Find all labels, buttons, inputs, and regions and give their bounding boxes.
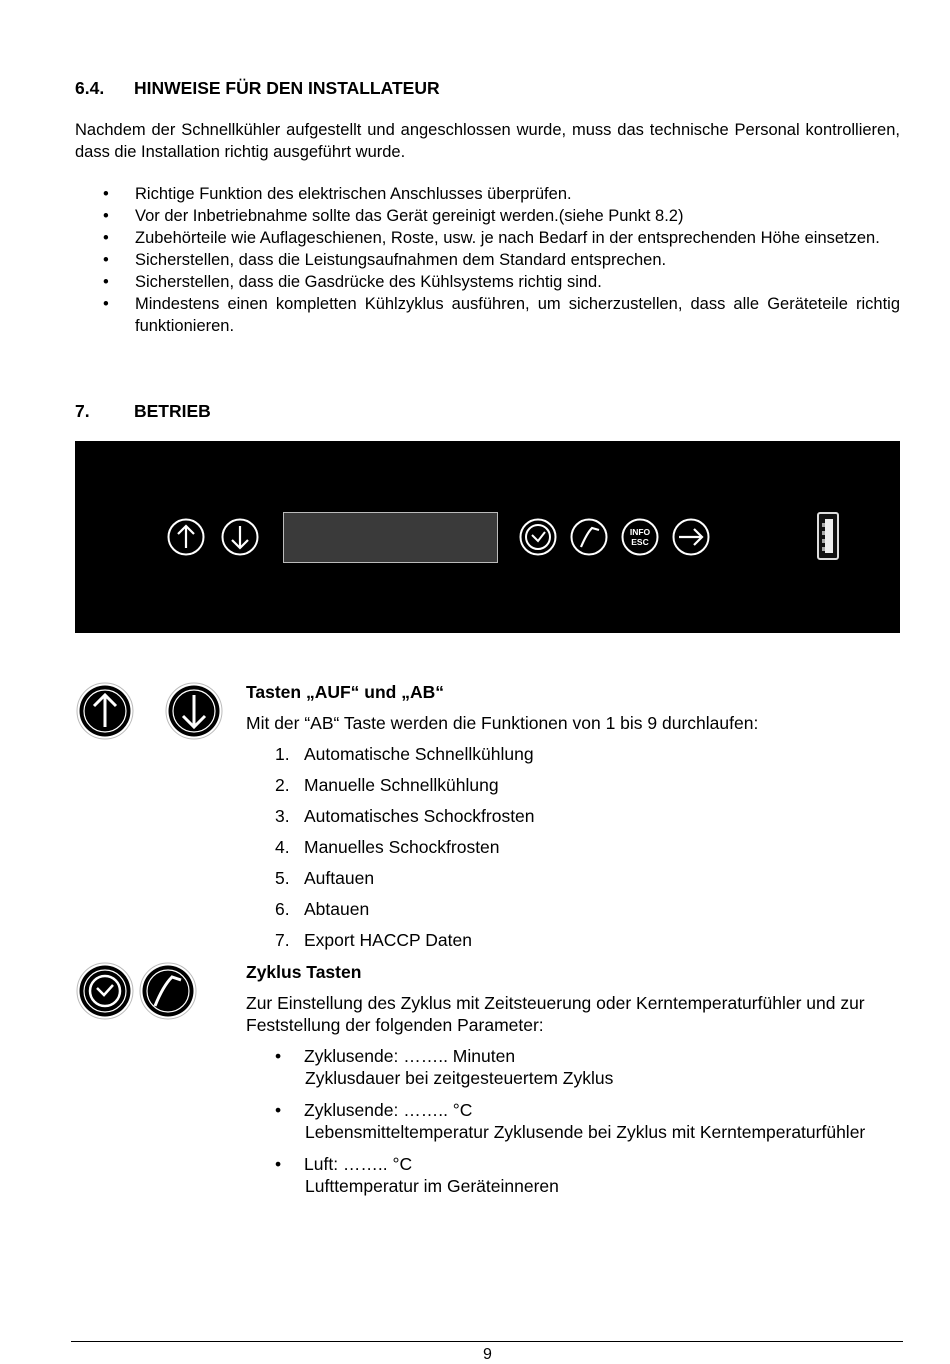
page-number: 9: [483, 1346, 492, 1363]
cycle-keys-description: Zur Einstellung des Zyklus mit Zeitsteuerung oder Kerntemperaturfühler und zur Feststellung der folgenden Parameter:: [246, 993, 865, 1035]
list-item: 2. Manuelle Schnellkühlung: [275, 775, 499, 795]
display-screen: [283, 512, 498, 563]
arrow-down-icon: [221, 518, 259, 556]
section-7-heading: [75, 401, 475, 423]
parameter-label: Luft: …….. °C: [304, 1154, 413, 1174]
section-6-4-heading: [75, 78, 775, 100]
list-item: 4. Manuelles Schockfrosten: [275, 837, 500, 857]
arrow-up-icon: [76, 682, 134, 740]
list-item: 3. Automatisches Schockfrosten: [275, 806, 535, 826]
list-item: 1. Automatische Schnellkühlung: [275, 744, 534, 764]
clock-icon: [519, 518, 557, 556]
arrow-up-icon: [167, 518, 205, 556]
parameter-description: Zyklusdauer bei zeitgesteuertem Zyklus: [305, 1068, 614, 1088]
list-item: [275, 1153, 915, 1197]
function-list: [275, 739, 675, 956]
up-down-keys-description: Mit der “AB“ Taste werden die Funktionen von 1 bis 9 durchlaufen:: [246, 713, 759, 733]
clock-icon: [76, 962, 134, 1020]
parameter-label: Zyklusende: …….. Minuten: [304, 1046, 516, 1066]
info-label: INFO: [629, 527, 651, 537]
cycle-keys-title: Zyklus Tasten: [246, 962, 362, 982]
parameter-description: Lebensmitteltemperatur Zyklusende bei Zyklus mit Kerntemperaturfühler: [305, 1122, 866, 1142]
control-panel-image: [75, 441, 900, 633]
list-item: [275, 1099, 915, 1143]
list-item: 6. Abtauen: [275, 899, 370, 919]
section-6-4-intro: Nachdem der Schnellkühler aufgestellt und angeschlossen wurde, muss das technische Personal kontrollieren, dass die Installation richtig ausgeführt wurde.: [75, 121, 900, 161]
arrow-right-icon: [672, 518, 710, 556]
list-item: • Vor der Inbetriebnahme sollte das Gerät gereinigt werden.(siehe Punkt 8.2): [75, 205, 900, 227]
arrow-down-icon: [165, 682, 223, 740]
list-item: • Sicherstellen, dass die Leistungsaufnahmen dem Standard entsprechen.: [75, 249, 900, 271]
list-item: • Mindestens einen kompletten Kühlzyklus ausführen, um sicherzustellen, dass alle Geräteteile richtig funktionieren.: [75, 293, 900, 337]
parameter-label: Zyklusende: …….. °C: [304, 1100, 473, 1120]
list-item: [275, 1045, 915, 1089]
section-number: 7.: [75, 401, 90, 421]
section-title: BETRIEB: [134, 401, 211, 421]
section-number: 6.4.: [75, 78, 105, 98]
esc-label: ESC: [631, 537, 649, 547]
usb-port-icon: [816, 511, 840, 561]
list-item: • Zubehörteile wie Auflageschienen, Roste, usw. je nach Bedarf in der entsprechenden Höhe einsetzen.: [75, 227, 900, 249]
list-item: 7. Export HACCP Daten: [275, 930, 472, 950]
info-esc-icon: [621, 518, 659, 556]
list-item: • Richtige Funktion des elektrischen Anschlusses überprüfen.: [75, 183, 900, 205]
list-item: • Sicherstellen, dass die Gasdrücke des Kühlsystems richtig sind.: [75, 271, 900, 293]
list-item: 5. Auftauen: [275, 868, 375, 888]
probe-icon: [139, 962, 197, 1020]
footer-divider: [71, 1341, 903, 1342]
parameter-description: Lufttemperatur im Geräteinneren: [305, 1176, 559, 1196]
up-down-keys-title: Tasten „AUF“ und „AB“: [246, 682, 445, 702]
installer-checklist: [75, 183, 900, 337]
section-title: HINWEISE FÜR DEN INSTALLATEUR: [134, 78, 440, 98]
cycle-parameter-list: [275, 1045, 915, 1207]
probe-icon: [570, 518, 608, 556]
